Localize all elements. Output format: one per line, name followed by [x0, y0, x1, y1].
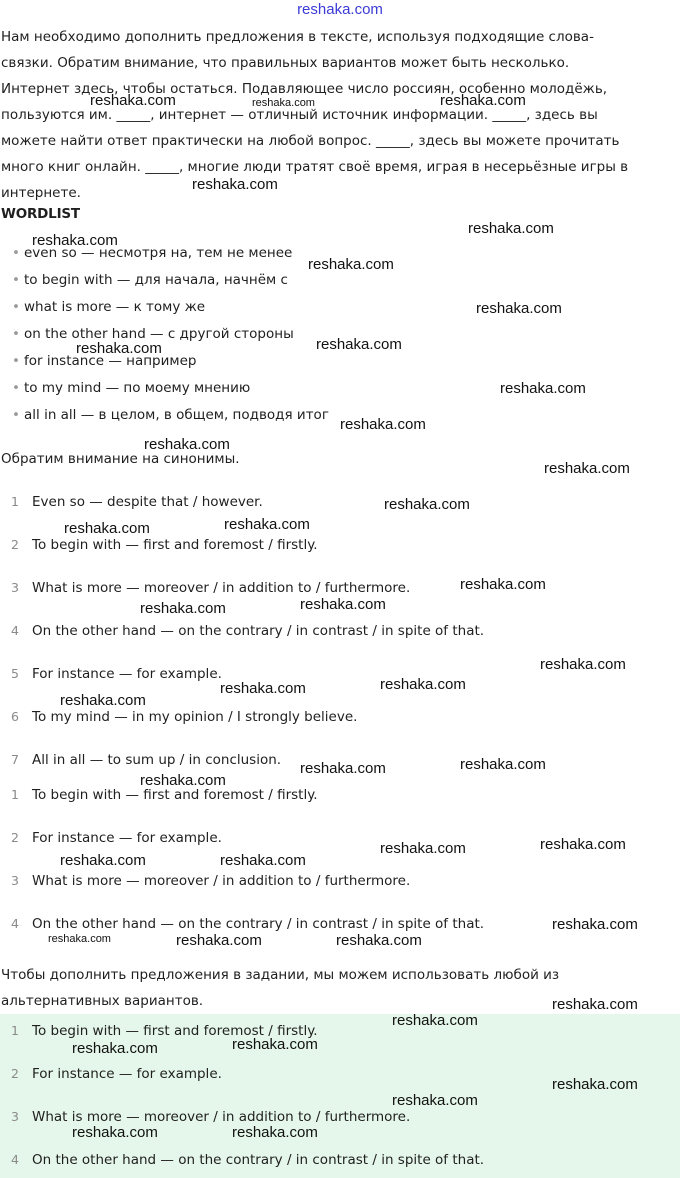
list-item: • even so — несмотря на, тем не менее	[12, 240, 329, 267]
watermark: reshaka.com	[340, 416, 426, 433]
intro-line: Нам необходимо дополнить предложения в тексте, используя подходящие слова-	[1, 29, 594, 45]
watermark: reshaka.com	[380, 840, 466, 857]
list-item: • to begin with — для начала, начнём с	[12, 267, 329, 294]
bullet-icon: •	[12, 272, 20, 288]
bullet-icon: •	[12, 245, 20, 261]
watermark: reshaka.com	[252, 97, 315, 109]
watermark: reshaka.com	[384, 496, 470, 513]
watermark: reshaka.com	[380, 676, 466, 693]
bullet-icon: •	[12, 380, 20, 396]
watermark: reshaka.com	[176, 932, 262, 949]
watermark: reshaka.com	[60, 852, 146, 869]
list-item: • what is more — к тому же	[12, 294, 329, 321]
intro-line: связки. Обратим внимание, что правильных вариантов может быть несколько.	[1, 55, 570, 71]
bullet-icon: •	[12, 407, 20, 423]
watermark: reshaka.com	[476, 300, 562, 317]
list-item: • to my mind — по моему мнению	[12, 375, 329, 402]
watermark: reshaka.com	[500, 380, 586, 397]
alternatives-note: Чтобы дополнить предложения в задании, мы можем использовать любой из альтернативных вариантов.	[1, 967, 560, 1009]
watermark: reshaka.com	[32, 232, 118, 249]
synonyms-note: Обратим внимание на синонимы.	[1, 451, 240, 467]
watermark: reshaka.com	[392, 1012, 478, 1029]
watermark: reshaka.com	[60, 692, 146, 709]
watermark: reshaka.com	[540, 656, 626, 673]
watermark: reshaka.com	[192, 176, 278, 193]
watermark: reshaka.com	[232, 1036, 318, 1053]
site-header-link[interactable]: reshaka.com	[297, 1, 383, 18]
watermark: reshaka.com	[224, 516, 310, 533]
bullet-icon: •	[12, 299, 20, 315]
page: reshaka.com Нам необходимо дополнить предложения в тексте, используя подходящие слова- связки. Обратим внимание, что правильных вариантов может быть несколько. Интернет здесь, чтобы остаться. Подавляющее число россиян, особенно молодёжь, пользуются им. _____, интернет — отличный источник информации. _____, здесь вы можете найти ответ практически на любой вопрос. _____, здесь вы можете прочитать много книг онлайн. _____, многие люди тратят своё время, играя в несерьёзные игры в интернете. WORDLIST • even so — несмотря на, тем не менее • to begin with — для начала, начнём с • what is more — к тому же • on the other hand — с другой стороны • for instance — например • to my mind — по моему мнению • all in all — в целом, в общем, подводя итог Обратим внимание на синонимы. 1 Even so — despite that / however. 2 To begin with — first and foremost / firstly. 3 What is more — moreover / in addition to / furthermore. 4 On the other hand — on the contrary / in contrast / in spite of that. 5 For instance — for example. 6 To my mind — in my opinion / I strongly believe. 7 All in all — to sum up / in conclusion. 1 To begin with — first and foremost / firstly. 2 For instance — for example. 3 What is more — moreover / in addition to / furthermore. 4 On the other hand — on the contrary / in contrast / in spite of that. Чтобы дополнить предложения в задании, мы можем использовать любой из альтернативных вариантов. 1 To begin with — first and foremost / firstly. 2 For instance — for example. 3 What is more — moreover / in addition to / furthermore. 4 On the other hand — on the contrary / in contrast / in spite of that. reshaka.com reshaka.com reshaka.com reshaka.com reshaka.com reshaka.com reshaka.com reshaka.com reshaka.com reshaka.com reshaka.com reshaka.com reshaka.com reshaka.com reshaka.com reshaka.com reshaka.com reshaka.com reshaka.com reshaka.com reshaka.com reshaka.com reshaka.com reshaka.com reshaka.com reshaka.com reshaka.com reshaka.com reshaka.com reshaka.com reshaka.com reshaka.com reshaka.com reshaka.com reshaka.com reshaka.com reshaka.com reshaka.com reshaka.com reshaka.com reshaka.com reshaka.com reshaka.com	[0, 0, 680, 1178]
watermark: reshaka.com	[336, 932, 422, 949]
intro-text	[1, 24, 677, 206]
watermark: reshaka.com	[144, 436, 230, 453]
watermark: reshaka.com	[552, 916, 638, 933]
watermark: reshaka.com	[308, 256, 394, 273]
watermark: reshaka.com	[460, 576, 546, 593]
watermark: reshaka.com	[468, 220, 554, 237]
watermark: reshaka.com	[72, 1040, 158, 1057]
watermark: reshaka.com	[220, 852, 306, 869]
watermark: reshaka.com	[48, 933, 111, 945]
watermark: reshaka.com	[140, 772, 226, 789]
list-item: • on the other hand — с другой стороны	[12, 321, 329, 348]
intro-line: можете найти ответ практически на любой вопрос. _____, здесь вы можете прочитать	[1, 133, 620, 149]
intro-line: Интернет здесь, чтобы остаться. Подавляющее число россиян, особенно молодёжь,	[1, 81, 608, 97]
wordlist-title: WORDLIST	[1, 206, 80, 222]
intro-line: пользуются им. _____, интернет — отличный источник информации. _____, здесь вы	[1, 107, 598, 123]
watermark: reshaka.com	[300, 760, 386, 777]
bullet-icon: •	[12, 353, 20, 369]
list-item: • all in all — в целом, в общем, подводя итог	[12, 402, 329, 429]
watermark: reshaka.com	[76, 340, 162, 357]
watermark: reshaka.com	[392, 1092, 478, 1109]
watermark: reshaka.com	[316, 336, 402, 353]
watermark: reshaka.com	[552, 996, 638, 1013]
intro-line: интернете.	[1, 185, 81, 201]
bullet-icon: •	[12, 326, 20, 342]
wordlist	[12, 240, 329, 429]
watermark: reshaka.com	[220, 680, 306, 697]
watermark: reshaka.com	[544, 460, 630, 477]
watermark: reshaka.com	[460, 756, 546, 773]
watermark: reshaka.com	[540, 836, 626, 853]
watermark: reshaka.com	[90, 92, 176, 109]
intro-line: много книг онлайн. _____, многие люди тратят своё время, играя в несерьёзные игры в	[1, 159, 629, 175]
watermark: reshaka.com	[72, 1124, 158, 1141]
watermark: reshaka.com	[552, 1076, 638, 1093]
list-item: • for instance — например	[12, 348, 329, 375]
watermark: reshaka.com	[232, 1124, 318, 1141]
watermark: reshaka.com	[64, 520, 150, 537]
watermark: reshaka.com	[140, 600, 226, 617]
watermark: reshaka.com	[300, 596, 386, 613]
watermark: reshaka.com	[440, 92, 526, 109]
